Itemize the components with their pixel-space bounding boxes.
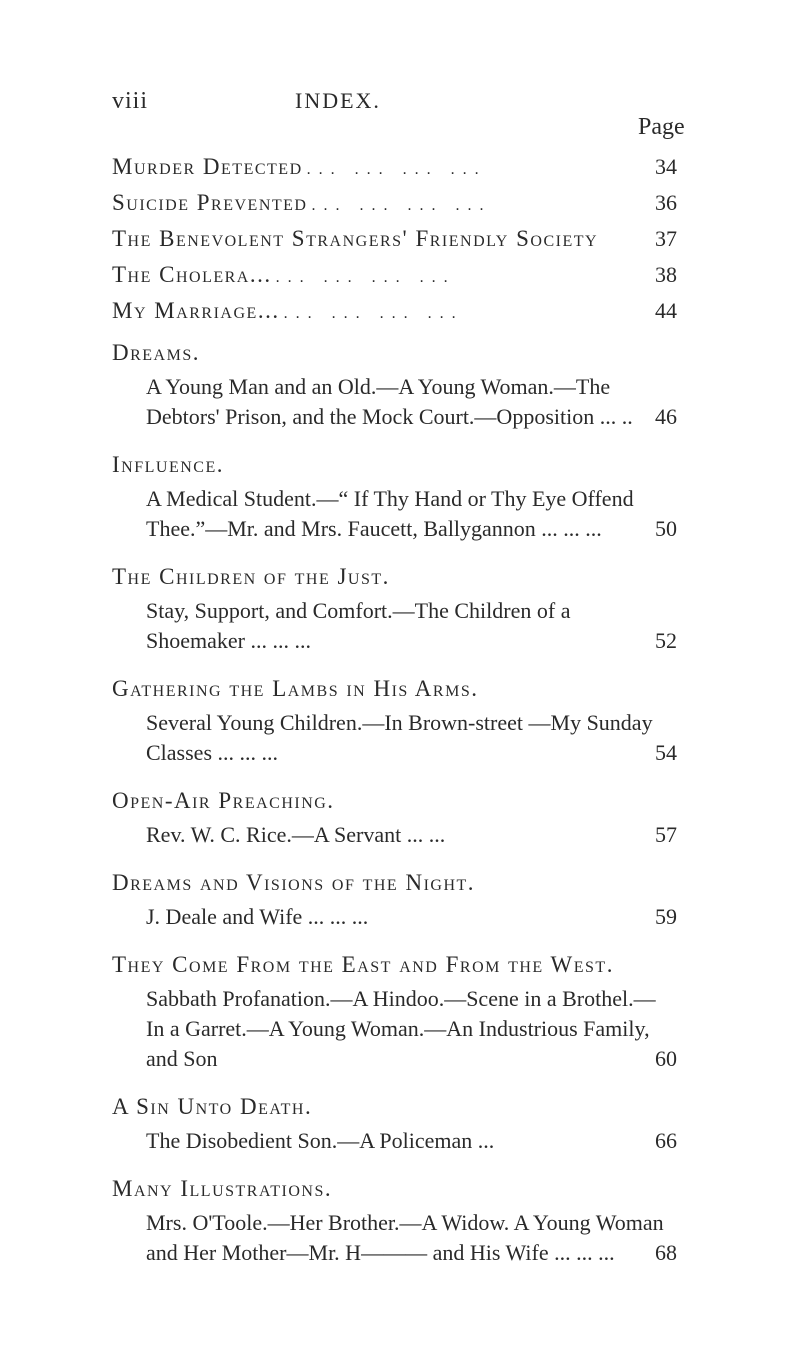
entry-title: My Marriage... (112, 298, 280, 323)
entry-title: They Come From the East and From the West. (112, 952, 614, 977)
entry-description: Sabbath Profanation.—A Hindoo.—Scene in a Brothel.—In a Garret.—A Young Woman.—An Industrious Family, and Son (146, 986, 656, 1071)
entry-description: J. Deale and Wife ... ... ... (146, 904, 369, 929)
entry-title: Open-Air Preaching. (112, 788, 335, 813)
entry-title: Dreams. (112, 340, 200, 365)
entry-page-number: 37 (655, 226, 677, 251)
entry-title: Suicide Prevented (112, 190, 308, 215)
entry-title: Dreams and Visions of the Night. (112, 870, 476, 895)
entry-description: Rev. W. C. Rice.—A Servant ... ... (146, 822, 446, 847)
entry-title: Many Illustrations. (112, 1176, 333, 1201)
index-entry (112, 154, 677, 180)
entry-description: Mrs. O'Toole.—Her Brother.—A Widow. A Young Woman and Her Mother—Mr. H——— and His Wife ... ... ... (146, 1210, 664, 1265)
index-entry (112, 1094, 677, 1156)
entry-page-number: 44 (655, 298, 677, 323)
entry-page-number: 46 (655, 404, 677, 429)
entry-leader: ... ... ... ... (306, 161, 487, 178)
entry-page-number: 68 (655, 1240, 677, 1265)
entry-title: A Sin Unto Death. (112, 1094, 313, 1119)
entry-title: The Benevolent Strangers' Friendly Society (112, 226, 599, 251)
entry-page-number: 52 (655, 628, 677, 653)
running-title: INDEX. (295, 88, 381, 113)
entry-page-number: 34 (655, 154, 677, 179)
entry-leader: ... ... ... ... (311, 197, 492, 214)
index-entry (112, 952, 677, 1074)
index-entry (112, 226, 677, 252)
index-entry (112, 298, 677, 324)
entry-page-number: 59 (655, 904, 677, 929)
entry-title: Gathering the Lambs in His Arms. (112, 676, 479, 701)
entry-title: Murder Detected (112, 154, 303, 179)
index-entry (112, 262, 677, 288)
page-column-label: Page (638, 114, 685, 140)
running-head (112, 88, 712, 128)
entry-description: Several Young Children.—In Brown-street —My Sunday Classes ... ... ... (146, 710, 653, 765)
index-entry (112, 788, 677, 850)
entry-title: The Cholera... (112, 262, 272, 287)
entry-description: A Young Man and an Old.—A Young Woman.—The Debtors' Prison, and the Mock Court.—Opposition ... .. (146, 374, 633, 429)
entry-page-number: 66 (655, 1128, 677, 1153)
page-number: viii (112, 88, 149, 114)
index-entry (112, 340, 677, 432)
entry-page-number: 57 (655, 822, 677, 847)
index-entries (112, 154, 677, 1288)
entry-description: A Medical Student.—“ If Thy Hand or Thy Eye Offend Thee.”—Mr. and Mrs. Faucett, Ballygannon ... ... ... (146, 486, 634, 541)
entry-page-number: 50 (655, 516, 677, 541)
index-entry (112, 564, 677, 656)
entry-leader: ... ... ... ... (275, 269, 456, 286)
index-entry (112, 452, 677, 544)
entry-page-number: 36 (655, 190, 677, 215)
index-entry (112, 1176, 677, 1268)
entry-page-number: 60 (655, 1046, 677, 1071)
entry-description: Stay, Support, and Comfort.—The Children of a Shoemaker ... ... ... (146, 598, 571, 653)
entry-page-number: 38 (655, 262, 677, 287)
index-entry (112, 676, 677, 768)
entry-title: Influence. (112, 452, 224, 477)
entry-leader: ... ... ... ... (283, 305, 464, 322)
entry-page-number: 54 (655, 740, 677, 765)
index-entry (112, 870, 677, 932)
entry-title: The Children of the Just. (112, 564, 390, 589)
entry-description: The Disobedient Son.—A Policeman ... (146, 1128, 495, 1153)
index-entry (112, 190, 677, 216)
